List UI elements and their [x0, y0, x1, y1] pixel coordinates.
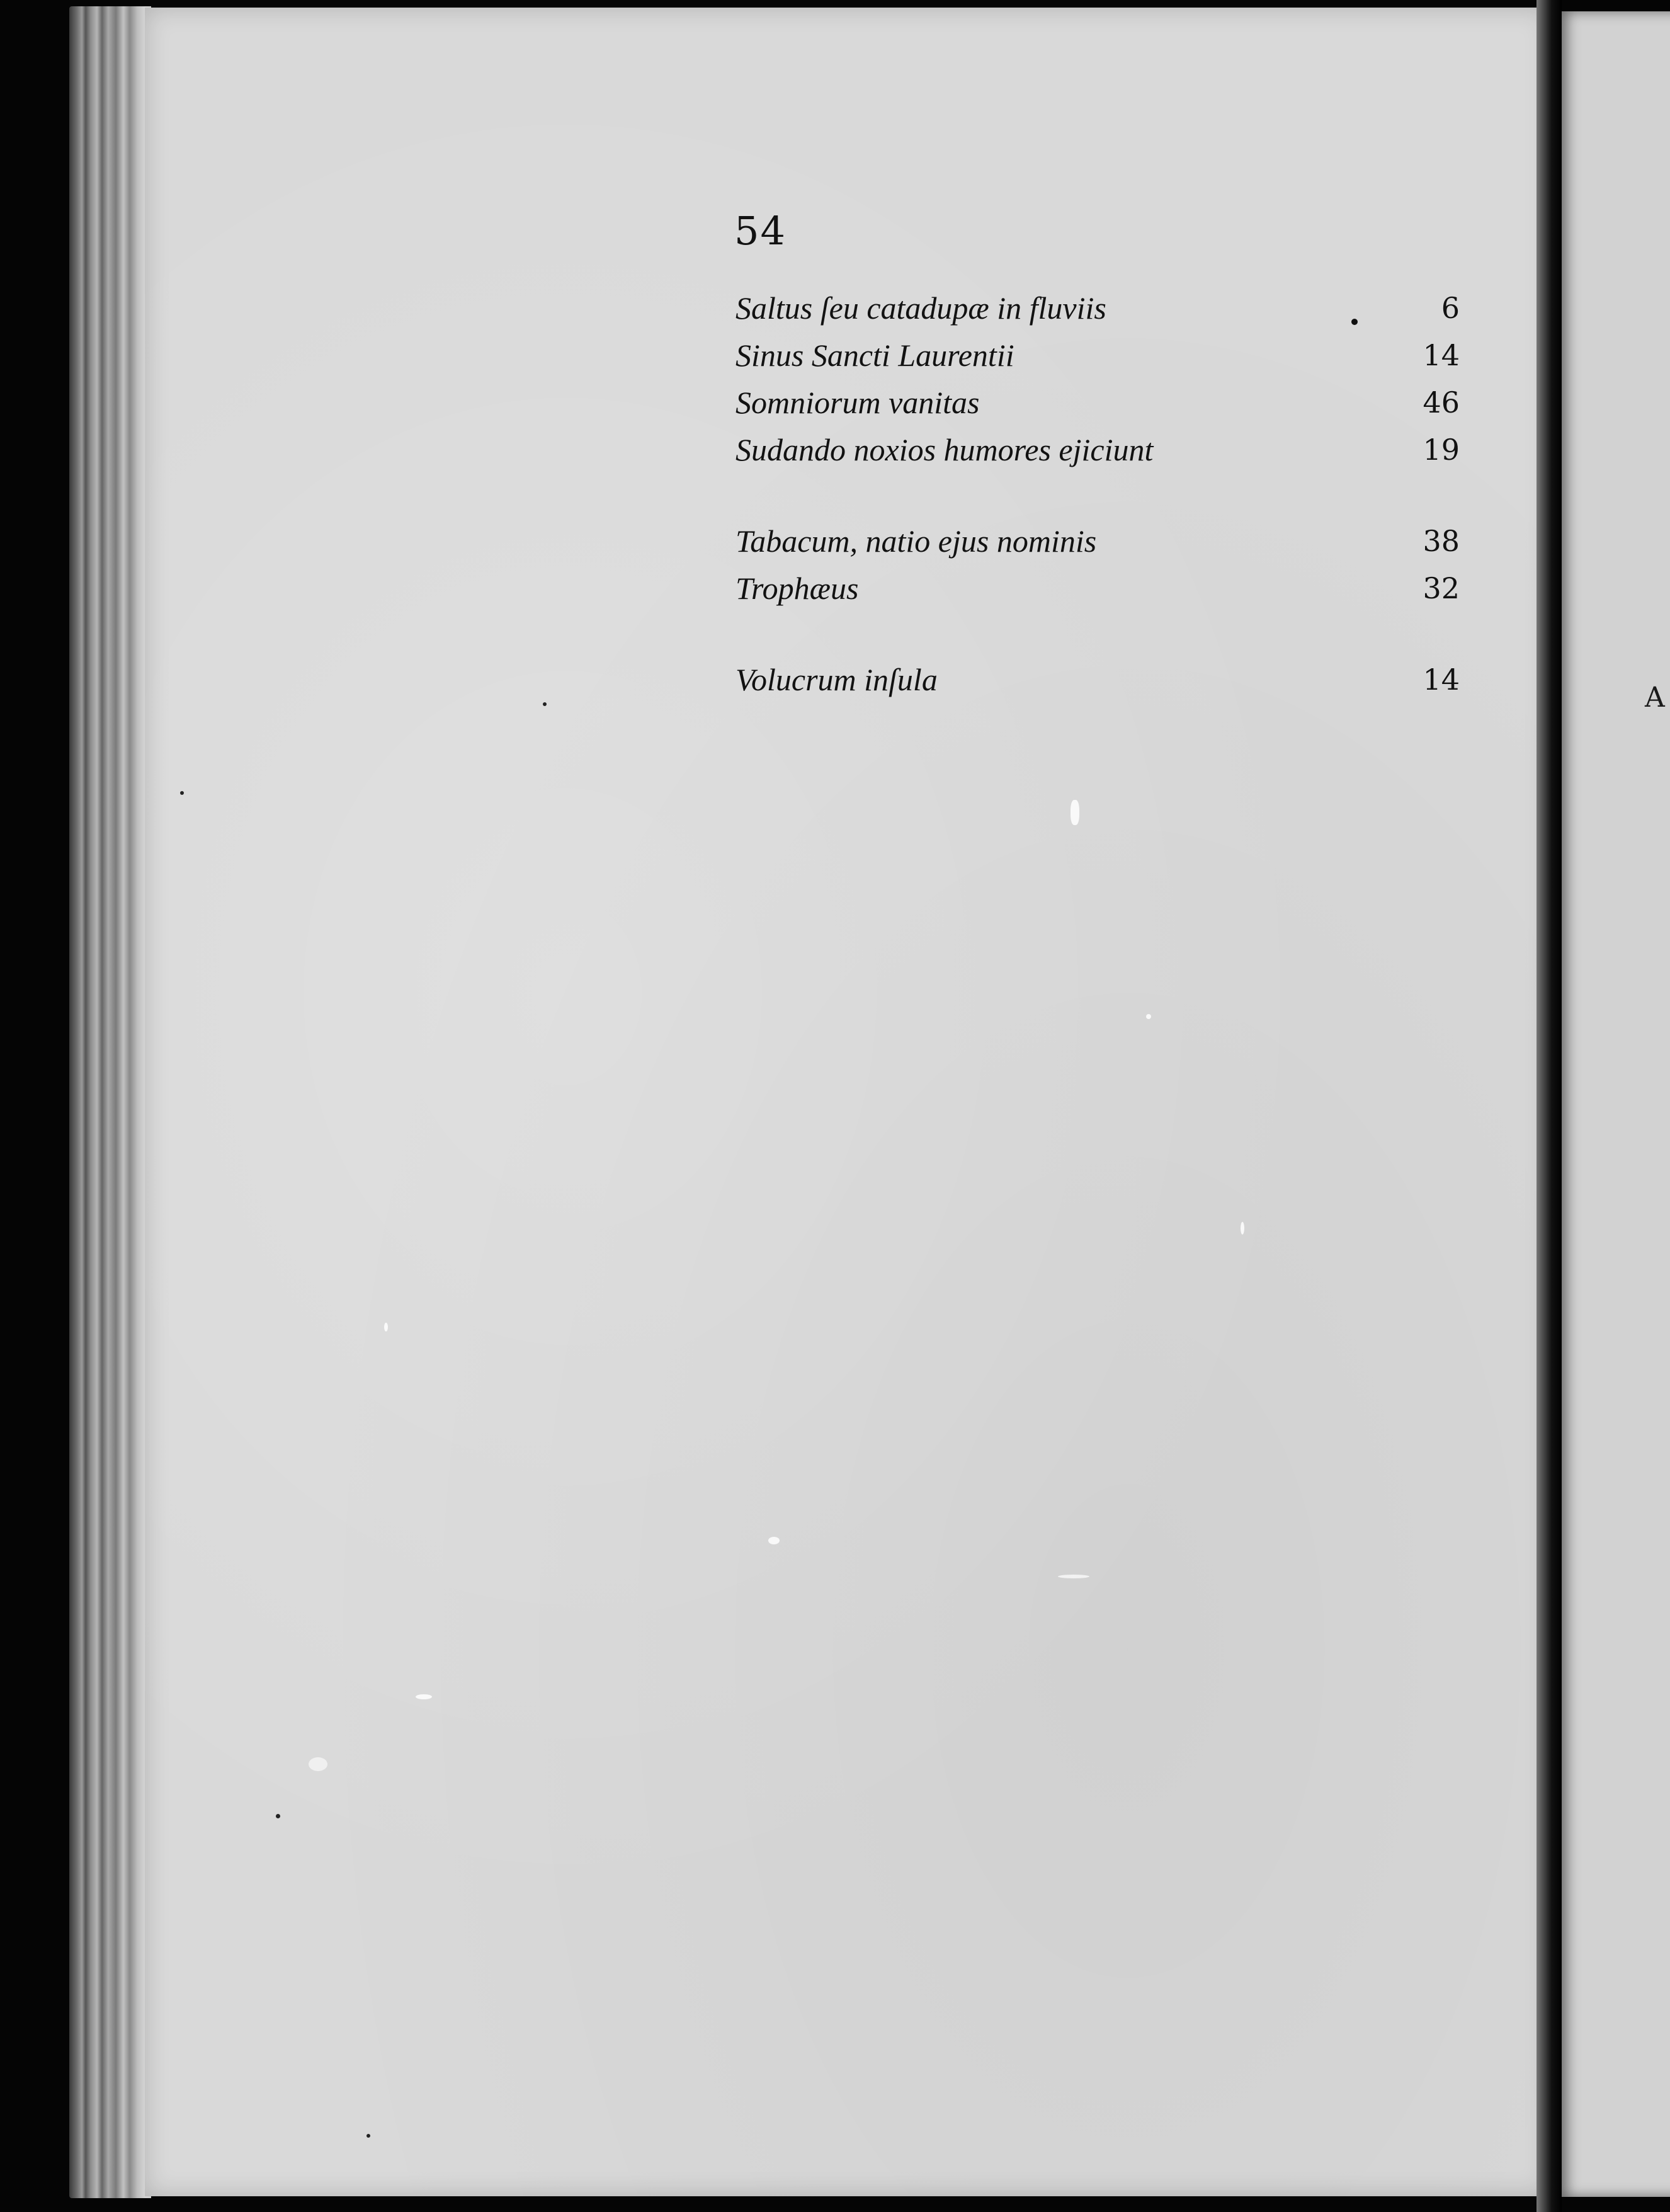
ink-speck — [276, 1814, 280, 1818]
index-term: Volucrum inſula — [736, 662, 938, 697]
gutter-shadow — [1537, 0, 1562, 2212]
index-page-ref: 46 — [1423, 385, 1460, 419]
index-page-ref: 14 — [1423, 338, 1460, 372]
index-page-ref: 14 — [1423, 663, 1460, 697]
dust-speck — [1058, 1575, 1089, 1578]
index-entry — [736, 426, 1460, 474]
dust-speck — [768, 1537, 780, 1544]
stacked-page-edges — [69, 6, 151, 2198]
index-term: Sinus Sancti Laurentii — [736, 338, 1014, 373]
index-group-t — [736, 518, 1460, 612]
dust-speck — [1241, 1222, 1244, 1234]
ink-speck — [366, 2134, 370, 2138]
index-page-ref: 32 — [1423, 571, 1460, 605]
page-number: 54 — [734, 208, 787, 254]
index-list — [736, 285, 1460, 748]
index-term: Trophæus — [736, 571, 859, 606]
ink-speck — [180, 791, 184, 795]
facing-page-letter: A — [1645, 681, 1665, 714]
dust-speck — [1071, 800, 1079, 825]
index-entry — [736, 332, 1460, 379]
index-page-ref: 6 — [1441, 291, 1460, 325]
index-group-s — [736, 285, 1460, 474]
dust-speck — [384, 1323, 388, 1331]
index-term: Somniorum vanitas — [736, 385, 980, 420]
index-page-ref: 19 — [1423, 433, 1460, 467]
index-group-v — [736, 656, 1460, 704]
index-entry — [736, 565, 1460, 612]
index-entry — [736, 518, 1460, 565]
index-entry — [736, 285, 1460, 332]
index-entry — [736, 379, 1460, 426]
index-term: Saltus ſeu catadupæ in fluviis — [736, 290, 1106, 326]
ink-speck — [543, 702, 547, 706]
dust-speck — [416, 1694, 432, 1699]
dust-speck — [309, 1757, 327, 1771]
index-page-ref: 38 — [1423, 524, 1460, 558]
dust-speck — [1146, 1014, 1151, 1019]
facing-page-edge — [1562, 11, 1670, 2197]
index-term: Tabacum, natio ejus nominis — [736, 523, 1097, 559]
index-term: Sudando noxios humores ejiciunt — [736, 432, 1154, 467]
index-entry — [736, 656, 1460, 704]
